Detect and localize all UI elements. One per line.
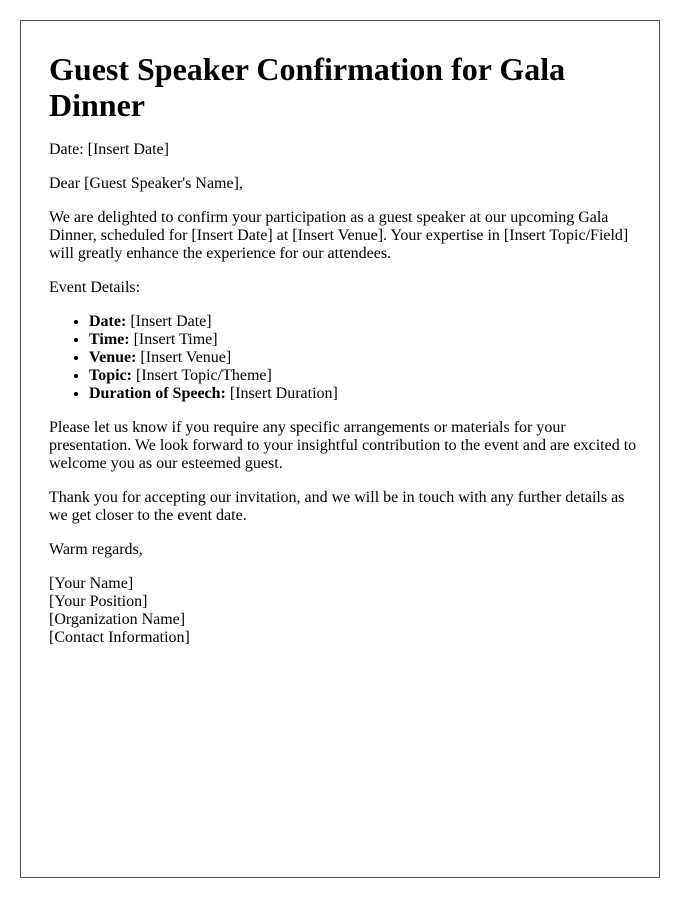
signature-contact: [Contact Information] bbox=[49, 629, 190, 646]
detail-item-duration bbox=[89, 385, 639, 403]
letter-page bbox=[20, 20, 660, 878]
signature-position: [Your Position] bbox=[49, 593, 148, 610]
detail-label: Duration of Speech: bbox=[89, 385, 226, 402]
signature-organization: [Organization Name] bbox=[49, 611, 186, 628]
detail-item-topic bbox=[89, 367, 639, 385]
thanks-paragraph: Thank you for accepting our invitation, and we will be in touch with any further details as we get closer to the event date. bbox=[49, 489, 625, 524]
detail-value: [Insert Topic/Theme] bbox=[131, 367, 272, 384]
detail-item-time bbox=[89, 331, 639, 349]
detail-label: Date: bbox=[89, 313, 127, 330]
detail-item-date bbox=[89, 313, 639, 331]
event-details-list bbox=[49, 313, 639, 403]
salutation: Dear [Guest Speaker's Name], bbox=[49, 175, 243, 192]
signature-block bbox=[49, 575, 639, 647]
details-heading: Event Details: bbox=[49, 279, 141, 296]
signature-name: [Your Name] bbox=[49, 575, 134, 592]
intro-paragraph: We are delighted to confirm your participation as a guest speaker at our upcoming Gala Dinner, scheduled for [Insert Date] at [Insert Venue]. Your expertise in [Insert Topic/Field] will greatly enhance the experience for our attendees. bbox=[49, 209, 629, 262]
date-line: Date: [Insert Date] bbox=[49, 141, 169, 158]
detail-label: Venue: bbox=[89, 349, 137, 366]
letter-content bbox=[49, 51, 639, 647]
detail-label: Topic: bbox=[89, 367, 132, 384]
letter-title: Guest Speaker Confirmation for Gala Dinner bbox=[49, 51, 566, 123]
detail-value: [Insert Venue] bbox=[136, 349, 232, 366]
closing: Warm regards, bbox=[49, 541, 143, 558]
detail-label: Time: bbox=[89, 331, 130, 348]
detail-item-venue bbox=[89, 349, 639, 367]
arrangements-paragraph: Please let us know if you require any specific arrangements or materials for your presentation. We look forward to your insightful contribution to the event and are excited to welcome you as our esteemed guest. bbox=[49, 419, 637, 472]
detail-value: [Insert Duration] bbox=[225, 385, 338, 402]
detail-value: [Insert Date] bbox=[126, 313, 212, 330]
detail-value: [Insert Time] bbox=[129, 331, 218, 348]
